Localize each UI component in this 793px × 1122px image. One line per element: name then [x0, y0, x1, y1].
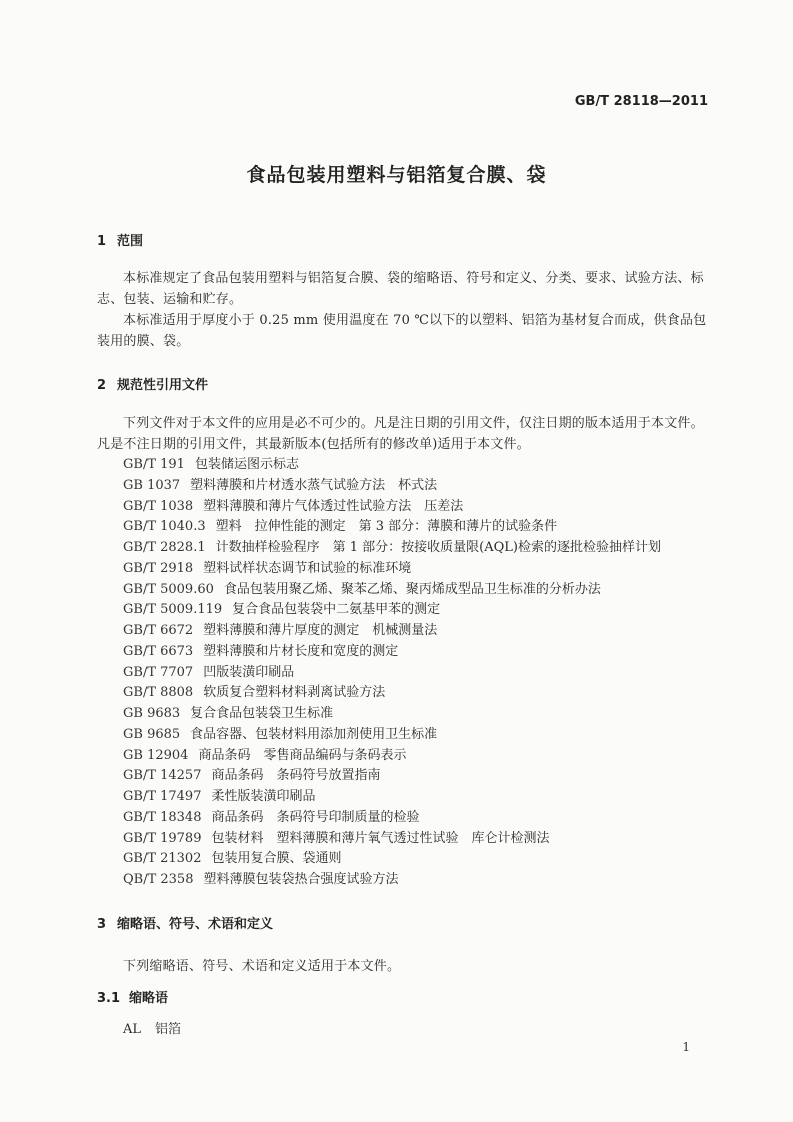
reference-item — [123, 808, 661, 829]
reference-title: 塑料薄膜和薄片厚度的测定 机械测量法 — [203, 623, 438, 638]
reference-title: 包装储运图示标志 — [194, 457, 299, 472]
reference-code: QB/T 2358 — [123, 872, 194, 887]
reference-code: GB 9685 — [123, 726, 181, 742]
reference-item — [123, 663, 661, 684]
normative-references-list — [123, 455, 661, 891]
reference-item — [123, 559, 661, 580]
reference-title: 商品条码 零售商品编码与条码表示 — [198, 747, 407, 763]
reference-item — [123, 746, 661, 767]
reference-code: GB/T 19789 — [123, 830, 202, 846]
section-number: 1 — [97, 234, 107, 249]
section-3-1-heading — [97, 987, 168, 1006]
reference-code: GB/T 2828.1 — [123, 540, 206, 555]
reference-item — [123, 787, 661, 808]
reference-item — [123, 766, 661, 787]
abbreviation-item — [123, 1018, 181, 1037]
reference-title: 商品条码 条码符号放置指南 — [211, 768, 381, 784]
reference-code: GB/T 6672 — [123, 623, 194, 638]
reference-item — [123, 538, 661, 559]
reference-code: GB/T 21302 — [123, 851, 202, 867]
reference-item — [123, 725, 661, 746]
reference-item — [123, 455, 661, 476]
section-2-heading — [97, 374, 208, 393]
reference-code: GB/T 191 — [123, 457, 185, 472]
reference-code: GB/T 8808 — [123, 685, 194, 701]
section-title: 缩略语、符号、术语和定义 — [117, 917, 274, 932]
section-number: 3 — [97, 917, 107, 932]
section-title: 规范性引用文件 — [117, 378, 209, 393]
reference-item — [123, 683, 661, 704]
page-number: 1 — [682, 1040, 690, 1054]
reference-code: GB/T 7707 — [123, 664, 194, 680]
section-1-para-1: 本标准规定了食品包装用塑料与铝箔复合膜、袋的缩略语、符号和定义、分类、要求、试验方法、标志、包装、运输和贮存。 — [97, 271, 704, 307]
reference-item — [123, 704, 661, 725]
reference-title: 包装材料 塑料薄膜和薄片氧气透过性试验 库仑计检测法 — [211, 830, 550, 846]
reference-code: GB/T 5009.119 — [123, 602, 223, 618]
reference-item — [123, 497, 661, 518]
abbreviation-desc: 铝箔 — [155, 1022, 182, 1037]
reference-item — [123, 600, 661, 621]
reference-title: 计数抽样检验程序 第 1 部分：按接收质量限(AQL)检索的逐批检验抽样计划 — [215, 540, 661, 555]
reference-title: 塑料薄膜和片材长度和宽度的测定 — [203, 643, 399, 659]
abbreviation-code: AL — [123, 1022, 142, 1037]
reference-code: GB 12904 — [123, 747, 189, 763]
reference-title: 柔性版装潢印刷品 — [211, 789, 316, 804]
reference-title: 包装用复合膜、袋通则 — [211, 851, 342, 867]
reference-title: 食品容器、包装材料用添加剂使用卫生标准 — [190, 726, 438, 742]
reference-item — [123, 476, 661, 497]
section-3-para-1: 下列缩略语、符号、术语和定义适用于本文件。 — [123, 959, 401, 974]
reference-code: GB/T 1040.3 — [123, 519, 206, 535]
standard-number: GB/T 28118—2011 — [574, 94, 708, 109]
reference-code: GB/T 1038 — [123, 498, 194, 514]
section-1-para-2: 本标准适用于厚度小于 0.25 mm 使用温度在 70 ℃以下的以塑料、铝箔为基材复合而成，供食品包装用的膜、袋。 — [97, 313, 707, 349]
reference-code: GB/T 5009.60 — [123, 581, 214, 597]
reference-code: GB 1037 — [123, 477, 181, 493]
subsection-number: 3.1 — [97, 991, 121, 1006]
reference-title: 塑料薄膜和片材透水蒸气试验方法 杯式法 — [190, 477, 438, 493]
reference-item — [123, 621, 661, 642]
reference-item — [123, 642, 661, 663]
reference-title: 食品包装用聚乙烯、聚苯乙烯、聚丙烯成型品卫生标准的分析办法 — [223, 581, 601, 597]
section-1-heading — [97, 230, 143, 249]
section-3-heading — [97, 913, 273, 932]
reference-title: 塑料 拉伸性能的测定 第 3 部分：薄膜和薄片的试验条件 — [215, 519, 558, 535]
section-2-para-1: 下列文件对于本文件的应用是必不可少的。凡是注日期的引用文件，仅注日期的版本适用于本文件。凡是不注日期的引用文件，其最新版本(包括所有的修改单)适用于本文件。 — [97, 416, 704, 452]
reference-code: GB/T 14257 — [123, 768, 202, 784]
reference-code: GB/T 17497 — [123, 789, 202, 804]
reference-title: 商品条码 条码符号印制质量的检验 — [211, 809, 420, 825]
subsection-title: 缩略语 — [129, 991, 169, 1006]
reference-code: GB/T 18348 — [123, 809, 202, 825]
section-number: 2 — [97, 378, 107, 393]
reference-code: GB/T 6673 — [123, 643, 194, 659]
reference-code: GB 9683 — [123, 706, 181, 721]
reference-title: 塑料试样状态调节和试验的标准环境 — [203, 560, 412, 576]
reference-title: 复合食品包装袋卫生标准 — [190, 706, 334, 721]
section-title: 范围 — [117, 234, 144, 249]
reference-title: 软质复合塑料材料剥离试验方法 — [203, 685, 386, 701]
reference-item — [123, 517, 661, 538]
reference-item — [123, 829, 661, 850]
reference-item — [123, 849, 661, 870]
reference-code: GB/T 2918 — [123, 560, 194, 576]
reference-item — [123, 870, 661, 891]
reference-title: 塑料薄膜和薄片气体透过性试验方法 压差法 — [203, 498, 464, 514]
document-title: 食品包装用塑料与铝箔复合膜、袋 — [246, 164, 547, 186]
reference-title: 凹版装潢印刷品 — [203, 664, 295, 680]
reference-title: 塑料薄膜包装袋热合强度试验方法 — [203, 872, 399, 887]
reference-item — [123, 580, 661, 601]
reference-title: 复合食品包装袋中二氨基甲苯的测定 — [232, 602, 441, 618]
